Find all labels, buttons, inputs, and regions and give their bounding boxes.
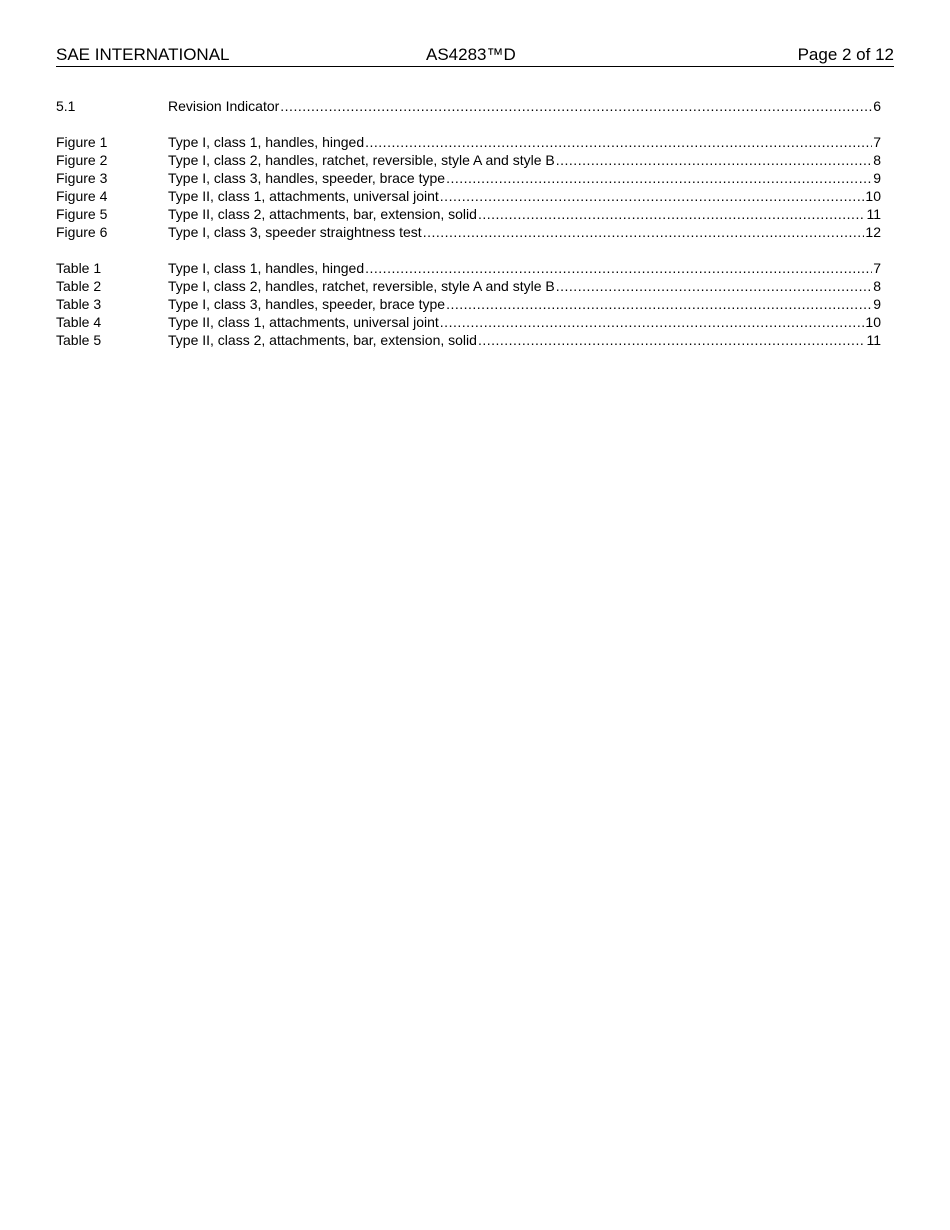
- toc-entry-number: Figure 6: [56, 224, 108, 240]
- toc-dot-leader: [478, 205, 866, 223]
- toc-entry-page: 9: [873, 170, 881, 186]
- toc-entry-title: Type II, class 1, attachments, universal joint: [168, 188, 439, 204]
- toc-entry-table[interactable]: [56, 331, 881, 349]
- toc-tables: [56, 259, 881, 349]
- toc-entry-page: 8: [873, 278, 881, 294]
- header-document-number: AS4283™D: [426, 45, 516, 64]
- toc-entry-page: 9: [873, 296, 881, 312]
- toc-entry-number: Table 2: [56, 278, 102, 294]
- toc-entry-page: 11: [866, 332, 881, 348]
- toc-entry-page: 12: [865, 224, 881, 240]
- toc-entry-page: 8: [873, 152, 881, 168]
- toc-entry-title: Revision Indicator: [168, 98, 280, 114]
- toc-entry-page: 7: [873, 260, 881, 276]
- toc-figures: [56, 133, 881, 241]
- toc-entry-title: Type I, class 1, handles, hinged: [168, 134, 365, 150]
- toc-entry-section[interactable]: [56, 97, 881, 115]
- toc-dot-leader: [556, 151, 872, 169]
- toc-entry-figure[interactable]: [56, 133, 881, 151]
- toc-dot-leader: [365, 133, 872, 151]
- toc-dot-leader: [280, 97, 872, 115]
- header-page-number: Page 2 of 12: [797, 45, 894, 64]
- toc-entry-number: Table 3: [56, 296, 102, 312]
- toc-entry-title: Type I, class 3, handles, speeder, brace type: [168, 296, 446, 312]
- toc-entry-number: Figure 4: [56, 188, 108, 204]
- toc-entry-figure[interactable]: [56, 223, 881, 241]
- toc-dot-leader: [478, 331, 866, 349]
- header-organization: SAE INTERNATIONAL: [56, 45, 230, 64]
- toc-dot-leader: [365, 259, 872, 277]
- toc-dot-leader: [446, 295, 872, 313]
- toc-dot-leader: [423, 223, 865, 241]
- toc-sections: [56, 97, 881, 115]
- toc-dot-leader: [440, 187, 865, 205]
- toc-entry-number: Figure 3: [56, 170, 108, 186]
- toc-dot-leader: [446, 169, 872, 187]
- toc-entry-title: Type II, class 2, attachments, bar, extension, solid: [168, 332, 477, 348]
- toc-entry-number: Figure 5: [56, 206, 108, 222]
- toc-entry-title: Type I, class 1, handles, hinged: [168, 260, 365, 276]
- toc-entry-number: 5.1: [56, 98, 76, 114]
- toc-entry-title: Type I, class 2, handles, ratchet, reversible, style A and style B: [168, 152, 555, 168]
- toc-entry-page: 6: [873, 98, 881, 114]
- toc-entry-title: Type I, class 3, handles, speeder, brace type: [168, 170, 446, 186]
- toc-entry-figure[interactable]: [56, 187, 881, 205]
- page-header: [56, 44, 894, 67]
- toc-entry-table[interactable]: [56, 295, 881, 313]
- toc-entry-title: Type I, class 3, speeder straightness test: [168, 224, 422, 240]
- toc-entry-number: Table 4: [56, 314, 102, 330]
- toc-entry-title: Type I, class 2, handles, ratchet, reversible, style A and style B: [168, 278, 555, 294]
- toc-entry-page: 7: [873, 134, 881, 150]
- table-of-contents: [56, 97, 881, 367]
- toc-entry-table[interactable]: [56, 277, 881, 295]
- toc-dot-leader: [556, 277, 872, 295]
- toc-entry-number: Table 5: [56, 332, 102, 348]
- toc-entry-table[interactable]: [56, 313, 881, 331]
- toc-dot-leader: [440, 313, 865, 331]
- toc-entry-title: Type II, class 1, attachments, universal joint: [168, 314, 439, 330]
- toc-entry-title: Type II, class 2, attachments, bar, extension, solid: [168, 206, 477, 222]
- toc-entry-number: Figure 1: [56, 134, 108, 150]
- toc-entry-figure[interactable]: [56, 205, 881, 223]
- toc-entry-figure[interactable]: [56, 151, 881, 169]
- toc-entry-table[interactable]: [56, 259, 881, 277]
- toc-entry-page: 10: [865, 314, 881, 330]
- toc-entry-figure[interactable]: [56, 169, 881, 187]
- toc-entry-page: 10: [865, 188, 881, 204]
- toc-entry-number: Table 1: [56, 260, 102, 276]
- toc-entry-page: 11: [866, 206, 881, 222]
- toc-entry-number: Figure 2: [56, 152, 108, 168]
